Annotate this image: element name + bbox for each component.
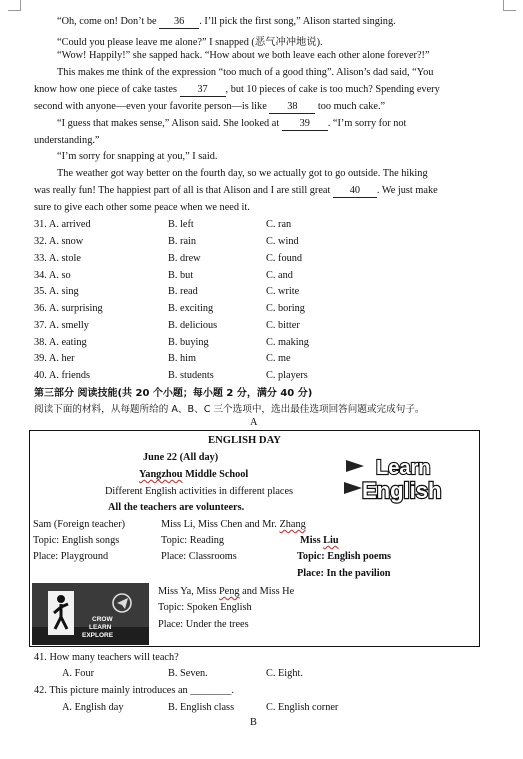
q41-option-a: A. Four xyxy=(62,668,95,679)
option-a: 33. A. stole xyxy=(34,253,81,264)
option-b: B. students xyxy=(168,370,214,381)
passage-line xyxy=(34,202,250,213)
sam-topic: Topic: English songs xyxy=(33,535,120,546)
option-b: B. read xyxy=(168,286,198,297)
poster-photo-graphic xyxy=(32,583,149,645)
text: The weather got way better on the fourth day, so we actually got to go outside. The hiking xyxy=(57,168,428,179)
text: “I’m sorry for snapping at you,” I said. xyxy=(57,151,218,162)
text: sure to give each other some peace when we need it. xyxy=(34,202,250,213)
option-a: 40. A. friends xyxy=(34,370,91,381)
poems-topic: Topic: English poems xyxy=(297,551,392,562)
passage-line xyxy=(57,50,430,61)
option-b: B. delicious xyxy=(168,320,218,331)
photo-word: EXPLORE xyxy=(82,632,114,639)
poster-activities: Different English activities in different places xyxy=(105,486,294,497)
q41-option-c: C. Eight. xyxy=(266,668,303,679)
sam-place: Place: Playground xyxy=(33,551,109,562)
section-instruction: 阅读下面的材料，从每题所给的 A、B、C 三个选项中，选出最佳选项回答问题或完成句子。 xyxy=(34,404,425,415)
option-b: B. buying xyxy=(168,337,209,348)
option-a: 36. A. surprising xyxy=(34,303,103,314)
passage-line xyxy=(57,33,323,48)
option-a: 32. A. snow xyxy=(34,236,84,247)
q42-option-a: A. English day xyxy=(62,702,124,713)
passage-line xyxy=(34,101,385,114)
option-a: 39. A. her xyxy=(34,353,75,364)
reading-place: Place: Classrooms xyxy=(161,551,237,562)
blank-37: 37 xyxy=(180,85,226,97)
teachers-names xyxy=(161,519,306,530)
option-a: 34. A. so xyxy=(34,270,71,281)
blank-40: 40 xyxy=(333,186,377,198)
text: , but 10 pieces of cake is too much? Spending every xyxy=(225,84,440,95)
q41-option-b: B. Seven. xyxy=(168,668,208,679)
learn-english-logo xyxy=(344,452,476,504)
option-c: C. wind xyxy=(266,236,299,247)
passage-line xyxy=(57,168,428,179)
name-underlined: Peng xyxy=(218,586,240,597)
text: This makes me think of the expression “too much of a good thing”. Alison’s dad said, “You xyxy=(57,67,434,78)
text: understanding.” xyxy=(34,135,100,146)
text: . I’ll pick the first song,” Alison started singing. xyxy=(199,16,396,27)
page-corner-mark-left xyxy=(8,0,21,11)
text: and Miss He xyxy=(239,586,295,597)
text: Miss Li, Miss Chen and Mr. xyxy=(161,519,280,530)
name-underlined: Liu xyxy=(323,535,339,546)
text: “Oh, come on! Don’t be xyxy=(57,16,160,27)
spoken-place: Place: Under the trees xyxy=(158,619,249,630)
learn-english-logo-graphic xyxy=(344,452,476,504)
option-c: C. bitter xyxy=(266,320,300,331)
text: too much cake.” xyxy=(315,101,386,112)
school-name-rest: Middle School xyxy=(182,469,249,480)
text: “I guess that makes sense,” Alison said. She looked at xyxy=(57,118,282,129)
spoken-topic: Topic: Spoken English xyxy=(158,602,252,613)
photo-word: CROW xyxy=(92,616,113,623)
option-c: C. found xyxy=(266,253,303,264)
q42-option-c: C. English corner xyxy=(266,702,339,713)
section-heading: 第三部分 阅读技能(共 20 个小题；每小题 2 分，满分 40 分) xyxy=(34,388,313,399)
question-42: 42. This picture mainly introduces an ________. xyxy=(34,685,234,696)
passage-line xyxy=(34,135,99,146)
option-c: C. me xyxy=(266,353,291,364)
page-corner-mark-right xyxy=(503,0,516,11)
text: . “I’m sorry for not xyxy=(327,118,407,129)
text: Miss Ya, Miss xyxy=(158,586,219,597)
poster-photo xyxy=(32,583,149,645)
option-b: B. exciting xyxy=(168,303,214,314)
text: “Could you please leave me alone?” I snapped (恶气冲冲地说). xyxy=(57,37,323,48)
poster-school xyxy=(139,469,248,480)
passage-line xyxy=(57,16,396,29)
option-b: B. rain xyxy=(168,236,197,247)
option-c: C. making xyxy=(266,337,309,348)
sam-name: Sam (Foreign teacher) xyxy=(33,519,126,530)
passage-label-a: A xyxy=(250,417,258,428)
poems-place: Place: In the pavilion xyxy=(297,568,391,579)
option-b: B. but xyxy=(168,270,194,281)
photo-word: LEARN xyxy=(89,624,112,631)
text: Miss xyxy=(300,535,324,546)
option-a: 38. A. eating xyxy=(34,337,87,348)
passage-label-b: B xyxy=(250,717,257,728)
option-c: C. ran xyxy=(266,219,292,230)
poster-volunteers: All the teachers are volunteers. xyxy=(108,502,245,513)
passage-line xyxy=(57,67,433,78)
option-c: C. players xyxy=(266,370,308,381)
logo-text-learn: Learn xyxy=(376,457,431,479)
option-c: C. write xyxy=(266,286,300,297)
text: second with anyone—even your favorite person—is like xyxy=(34,101,270,112)
blank-38: 38 xyxy=(269,102,315,114)
option-a: 31. A. arrived xyxy=(34,219,91,230)
text: “Wow! Happily!” she sapped hack. “How about we both leave each other alone forever?!” xyxy=(57,50,430,61)
question-41: 41. How many teachers will teach? xyxy=(34,652,179,663)
poster-title: ENGLISH DAY xyxy=(208,435,281,446)
miss-liu-name xyxy=(300,535,339,546)
text: . We just make xyxy=(376,185,438,196)
name-underlined: Zhang xyxy=(279,519,306,530)
option-b: B. drew xyxy=(168,253,201,264)
logo-text-english: English xyxy=(362,478,442,503)
blank-39: 39 xyxy=(282,119,328,131)
option-b: B. him xyxy=(168,353,197,364)
option-a: 35. A. sing xyxy=(34,286,79,297)
spoken-teachers xyxy=(158,586,294,597)
text: know how one piece of cake tastes xyxy=(34,84,180,95)
q42-option-b: B. English class xyxy=(168,702,235,713)
option-b: B. left xyxy=(168,219,194,230)
passage-line xyxy=(34,84,440,97)
option-c: C. boring xyxy=(266,303,305,314)
text: was really fun! The happiest part of all is that Alison and I are still great xyxy=(34,185,333,196)
passage-line xyxy=(34,185,438,198)
poster-date: June 22 (All day) xyxy=(143,452,219,463)
option-a: 37. A. smelly xyxy=(34,320,89,331)
reading-topic: Topic: Reading xyxy=(161,535,225,546)
blank-36: 36 xyxy=(159,17,199,29)
option-c: C. and xyxy=(266,270,293,281)
passage-line xyxy=(57,118,406,131)
school-name-underlined: Yangzhou xyxy=(139,469,183,480)
passage-line xyxy=(57,151,217,162)
